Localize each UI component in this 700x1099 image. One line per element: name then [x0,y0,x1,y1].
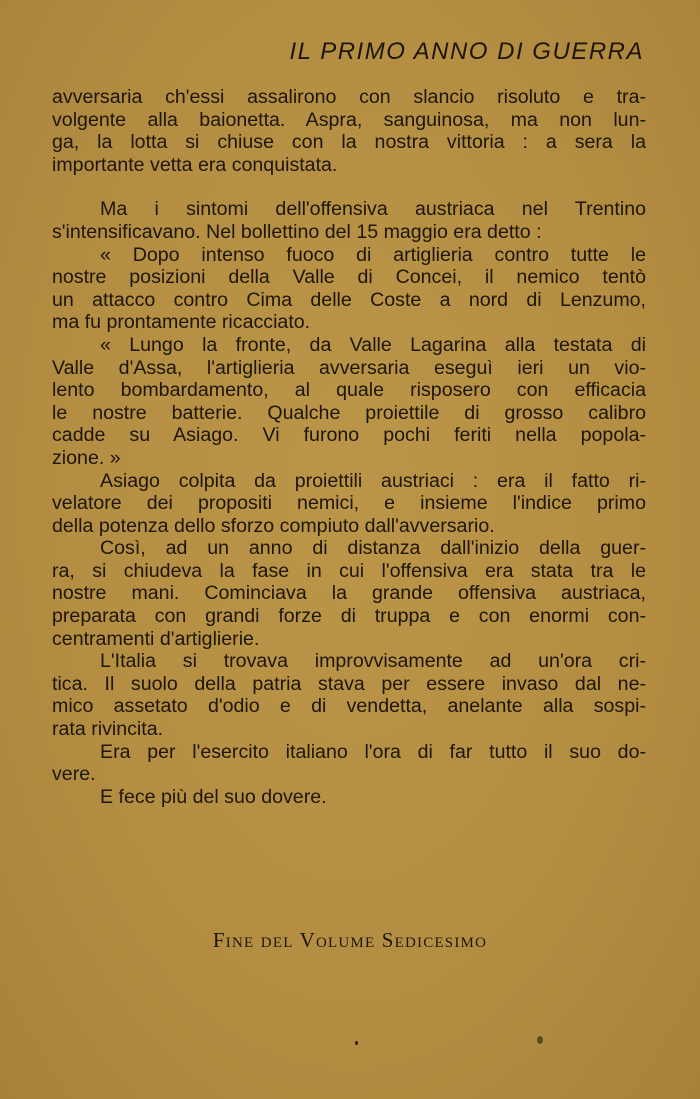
text-line: lento bombardamento, al quale risposero con efficacia [52,379,646,402]
text-line: rata rivincita. [52,718,164,741]
paragraph [52,244,646,334]
paragraph [52,537,646,650]
text-line: Così, ad un anno di distanza dall'inizio della guer- [100,537,646,560]
text-line: ma fu prontamente ricacciato. [52,311,311,334]
text-line: « Dopo intenso fuoco di artiglieria contro tutte le [100,243,646,266]
text-line: cadde su Asiago. Vi furono pochi feriti nella popola- [52,424,646,447]
text-line: vere. [52,763,96,786]
running-head: IL PRIMO ANNO DI GUERRA [289,38,644,65]
paragraph [52,470,646,538]
text-line: s'intensificavano. Nel bollettino del 15 maggio era detto : [52,220,542,243]
text-line: Era per l'esercito italiano l'ora di far tutto il suo do- [100,740,646,763]
text-line: nostre posizioni della Valle di Concei, il nemico tentò [52,266,646,289]
paragraph-gap [52,176,646,198]
ink-speck [537,1036,543,1044]
text-line: ga, la lotta si chiuse con la nostra vittoria : a sera la [52,131,646,154]
text-line: preparata con grandi forze di truppa e con enormi con- [52,605,646,628]
text-line: « Lungo la fronte, da Valle Lagarina alla testata di [100,333,646,356]
text-line: zione. » [52,446,121,469]
ink-speck [355,1041,358,1045]
text-line: tica. Il suolo della patria stava per essere invaso dal ne- [52,672,646,695]
text-line: Ma i sintomi dell'offensiva austriaca nel Trentino [100,198,646,221]
text-line: ra, si chiudeva la fase in cui l'offensiva era stata tra le [52,559,646,582]
paragraph [52,786,646,809]
text-line: della potenza dello sforzo compiuto dall'avversario. [52,514,495,537]
paragraph [52,334,646,470]
text-line: Asiago colpita da proiettili austriaci : era il fatto ri- [100,469,646,492]
text-line: nostre mani. Cominciava la grande offensiva austriaca, [52,582,646,605]
text-line: E fece più del suo dovere. [100,785,327,808]
text-line: centramenti d'artiglierie. [52,627,260,650]
end-of-volume-mark: Fine del Volume Sedicesimo [212,928,488,952]
text-line: mico assetato d'odio e di vendetta, anelante alla sospi- [52,695,646,718]
paragraph [52,650,646,740]
paragraph [52,198,646,243]
text-line: L'Italia si trovava improvvisamente ad un'ora cri- [100,650,646,673]
text-line: importante vetta era conquistata. [52,153,338,176]
paragraph [52,86,646,176]
text-line: un attacco contro Cima delle Coste a nord di Lenzumo, [52,288,646,311]
body-text [52,86,646,808]
text-line: velatore dei propositi nemici, e insieme l'indice primo [52,492,646,515]
text-line: volgente alla baionetta. Aspra, sanguinosa, ma non lun- [52,108,646,131]
paragraph [52,741,646,786]
text-line: le nostre batterie. Qualche proiettile di grosso calibro [52,401,646,424]
text-line: avversaria ch'essi assalirono con slancio risoluto e tra- [52,86,646,108]
text-line: Valle d'Assa, l'artiglieria avversaria eseguì ieri un vio- [52,356,646,379]
